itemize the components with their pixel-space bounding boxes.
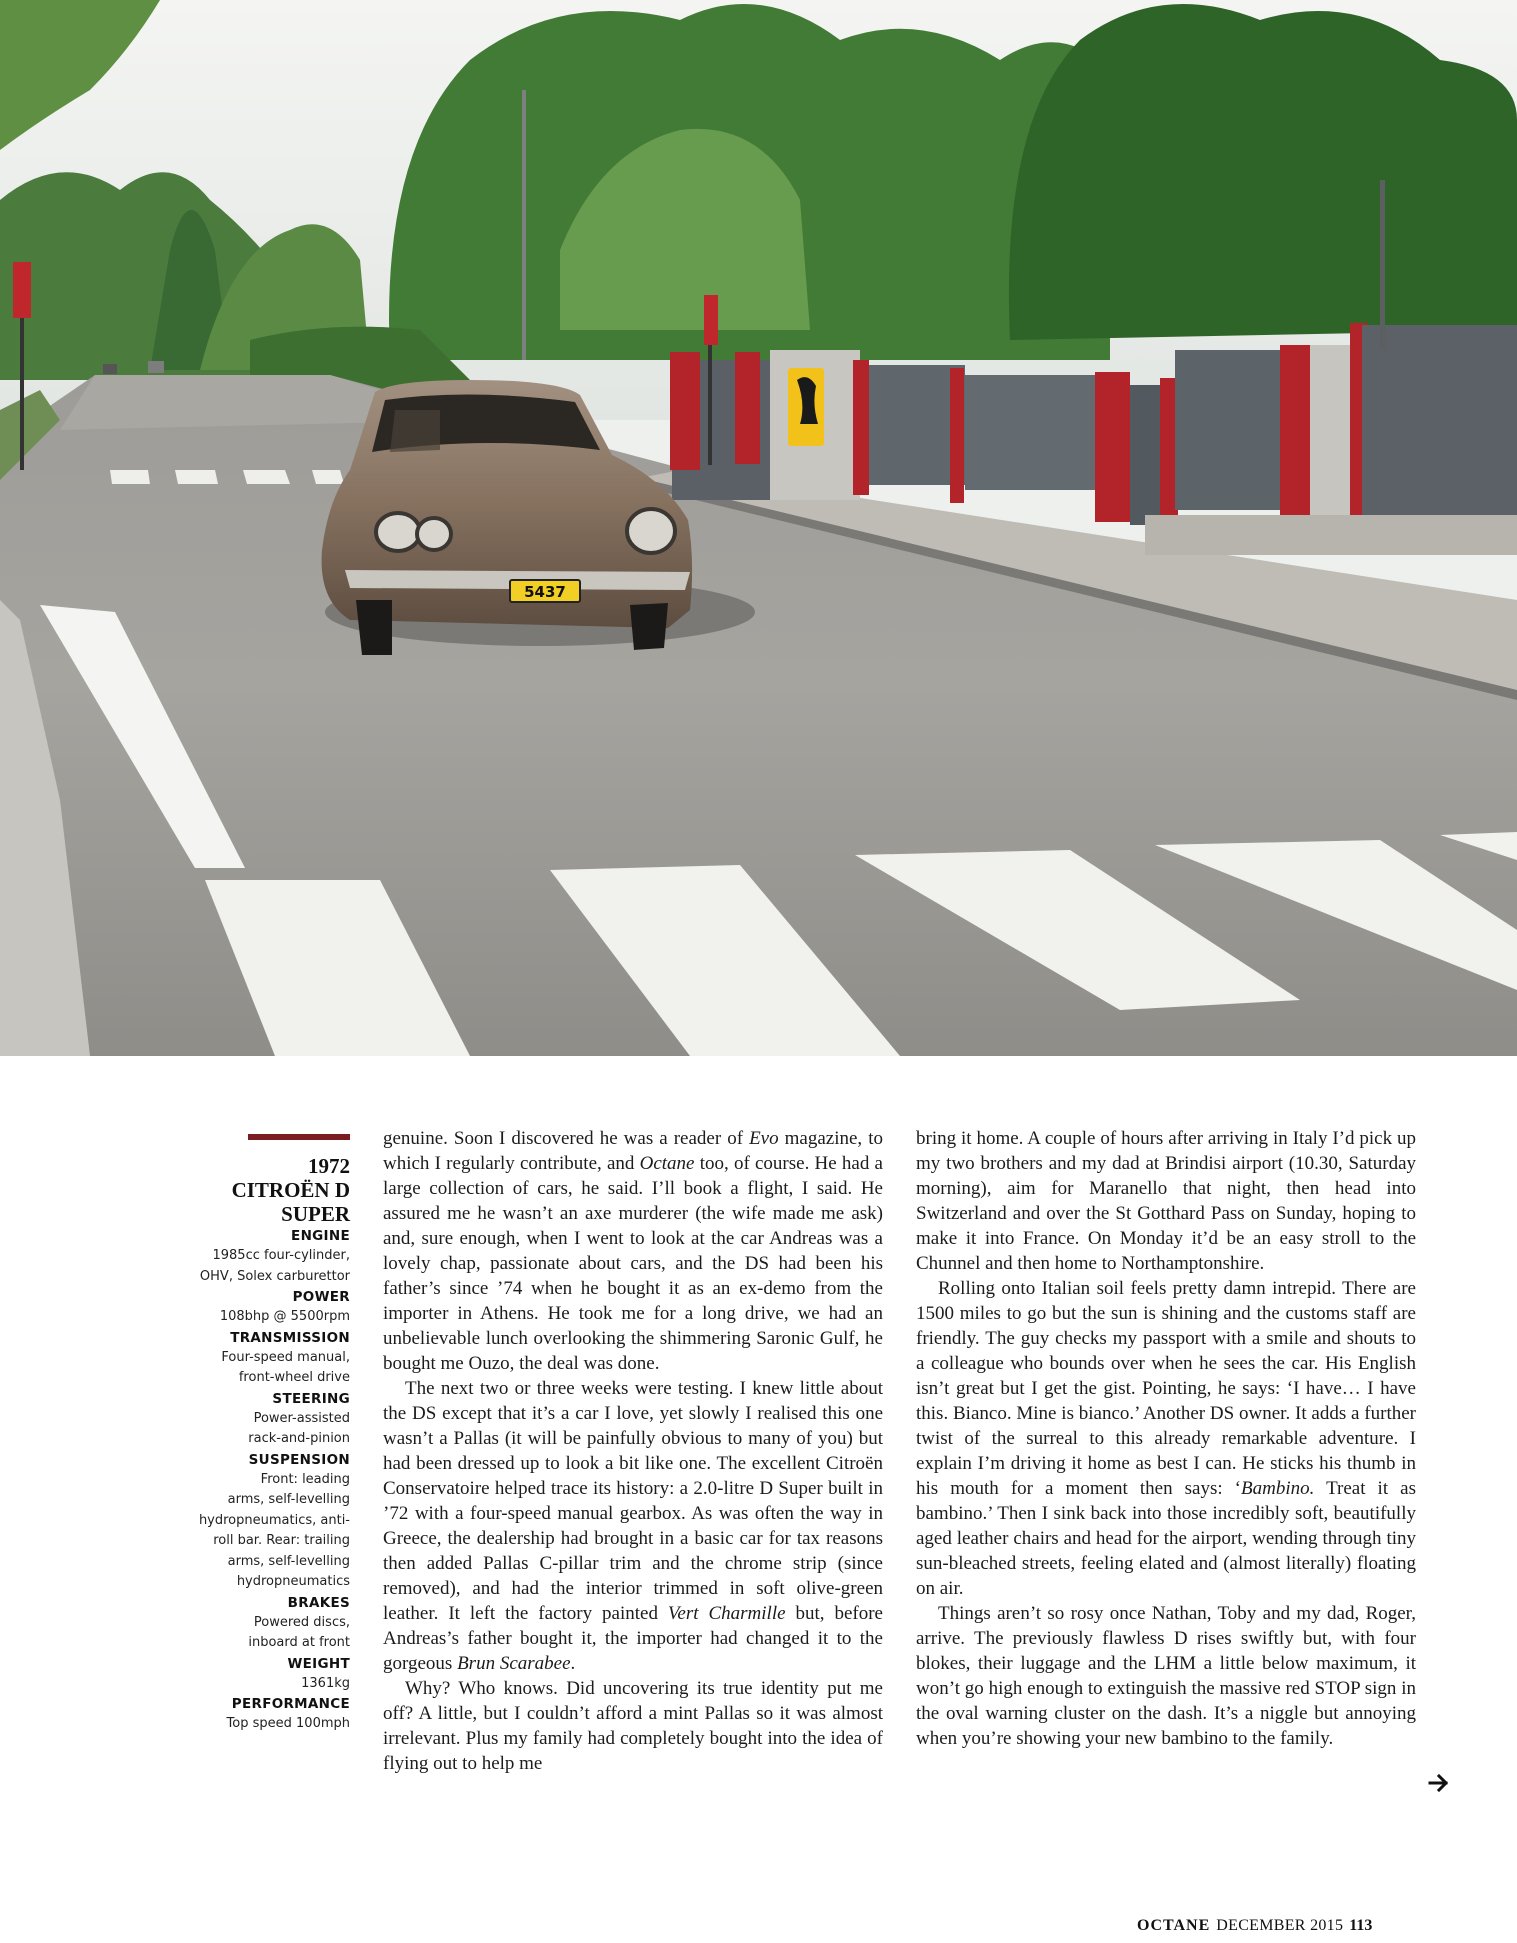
body-paragraph (916, 1276, 1416, 1601)
spec-value: Power-assisted (253, 1410, 350, 1426)
spec-value: inboard at front (248, 1635, 350, 1650)
issue-date: DECEMBER 2015 (1216, 1917, 1344, 1934)
spec-label: TRANSMISSION (230, 1329, 350, 1346)
arrow-right-icon (1428, 1772, 1450, 1794)
text-run: magazine, to which I regularly contribute, and (383, 1128, 883, 1174)
text-run: Treat it as bambino.’ Then I sink back into those incredibly soft, beautifully aged leather chairs and head for the airport, wending through tiny sun-bleached streets, feeling elated and (almost literally) floating on air. (916, 1478, 1416, 1599)
spec-value: arms, self-levelling (227, 1553, 350, 1569)
text-run: genuine. Soon I discovered he was a reader of (383, 1128, 750, 1149)
spec-title-line: SUPER (281, 1202, 350, 1226)
spec-label: POWER (292, 1289, 350, 1305)
text-run: too, of course. He had a large collection of cars, he said. I’ll book a flight, I said. He assured me he wasn’t an axe murderer (the wife made me ask) and, sure enough, when I went to look at the car Andreas was a lovely chap, passionate about cars, and the DS had been his father’s since ’74 when he bought it as an ex-demo from the importer in Athens. He took me for a long drive, we had an unbelievable lunch overlooking the shimmering Saronic Gulf, he bought me Ouzo, the deal was done. (383, 1153, 883, 1374)
citroen-ds-car (322, 380, 693, 655)
spec-label: PERFORMANCE (231, 1696, 350, 1712)
spec-label: STEERING (272, 1390, 350, 1407)
italic-text: Octane (639, 1153, 695, 1174)
spec-value: OHV, Solex carburettor (199, 1268, 350, 1284)
spec-value: Front: leading (260, 1471, 350, 1487)
spec-value: rack-and-pinion (248, 1431, 350, 1446)
text-run: Why? Who knows. Did uncovering its true identity put me off? A little, but I couldn’t afford a mint Pallas so it was almost irrelevant. Plus my family had completely bought into the idea of flying out to help me (383, 1678, 883, 1774)
body-paragraph (383, 1676, 883, 1776)
spec-label: SUSPENSION (248, 1451, 350, 1468)
page-footer (1137, 1917, 1372, 1935)
spec-label: ENGINE (291, 1228, 350, 1244)
italic-text: Brun Scarabee (457, 1653, 571, 1674)
text-run: The next two or three weeks were testing. I knew little about the DS except that it’s a car I love, yet slowly I realised this one wasn’t a Pallas (it will be painfully obvious to many of you) but had been dressed up to look a bit like one. The excellent Citroën Conservatoire helped trace its history: a 2.0-litre D Super built in ’72 with a four-speed manual gearbox. As was often the way in Greece, the dealership had brought in a basic car for tax reasons then added Pallas C-pillar trim and the chrome strip (since removed), and had the interior trimmed in soft olive-green leather. It left the factory painted (383, 1378, 883, 1624)
magazine-name: OCTANE (1137, 1917, 1211, 1934)
spec-title-line: CITROËN D (231, 1178, 350, 1202)
spec-panel (170, 1134, 350, 1735)
italic-text: Evo (749, 1128, 779, 1149)
spec-value: roll bar. Rear: trailing (213, 1533, 350, 1548)
body-paragraph (916, 1126, 1416, 1276)
plate-number: 5437 (524, 583, 566, 601)
text-run: Things aren’t so rosy once Nathan, Toby and my dad, Roger, arrive. The previously flawless D rises swiftly but, with four blokes, their luggage and the LHM a little below maximum, it won’t go high enough to extinguish the massive red STOP sign in the oval warning cluster on the dash. It’s a niggle but annoying when you’re showing your new bambino to the family. (916, 1603, 1416, 1749)
spec-value: Powered discs, (253, 1614, 350, 1630)
text-run: . (570, 1653, 576, 1674)
body-column-left (383, 1126, 883, 1776)
page-number: 113 (1349, 1917, 1373, 1934)
italic-text: Bambino. (1241, 1478, 1315, 1499)
spec-value: arms, self-levelling (227, 1492, 350, 1507)
spec-value: 1361kg (301, 1675, 350, 1691)
body-column-right (916, 1126, 1416, 1751)
spec-rule (248, 1134, 350, 1140)
text-run: bring it home. A couple of hours after arriving in Italy I’d pick up my two brothers and my dad at Brindisi airport (10.30, Saturday morning), aim for Maranello that night, then head into Switzerland and over the St Gotthard Pass on Sunday, hoping to make it into France. On Monday it’d be an easy stroll to the Chunnel and then home to Northamptonshire. (916, 1128, 1416, 1274)
spec-value: Top speed 100mph (226, 1716, 350, 1731)
spec-value: hydropneumatics, anti- (198, 1512, 350, 1528)
spec-value: front-wheel drive (238, 1370, 350, 1385)
spec-list (170, 1226, 350, 1735)
spec-value: Four-speed manual, (221, 1349, 350, 1365)
spec-title-line: 1972 (308, 1154, 350, 1178)
body-paragraph (383, 1376, 883, 1676)
spec-value: hydropneumatics (236, 1574, 350, 1589)
spec-value: 1985cc four-cylinder, (212, 1248, 350, 1263)
body-paragraph (916, 1601, 1416, 1751)
text-run: but, before Andreas’s father bought it, the importer had changed it to the gorgeous (383, 1603, 883, 1674)
text-run: Rolling onto Italian soil feels pretty damn intrepid. There are 1500 miles to go but the sun is shining and the customs staff are friendly. The guy checks my passport with a smile and shouts to a colleague who bounds over when he sees the car. His English isn’t great but I get the gist. Pointing, he says: ‘I have… I have this. Bianco. Mine is bianco.’ Another DS owner. It adds a further twist of the surreal to this already remarkable adventure. I explain I’m driving it home as best I can. He sticks his thumb in his mouth for a moment then says: ‘ (916, 1278, 1416, 1499)
spec-title (170, 1154, 350, 1226)
spec-label: WEIGHT (287, 1655, 350, 1672)
body-paragraph (383, 1126, 883, 1376)
spec-label: BRAKES (287, 1594, 350, 1611)
spec-value: 108bhp @ 5500rpm (219, 1309, 350, 1324)
italic-text: Vert Charmille (667, 1603, 786, 1624)
gate-pillar (670, 352, 700, 470)
